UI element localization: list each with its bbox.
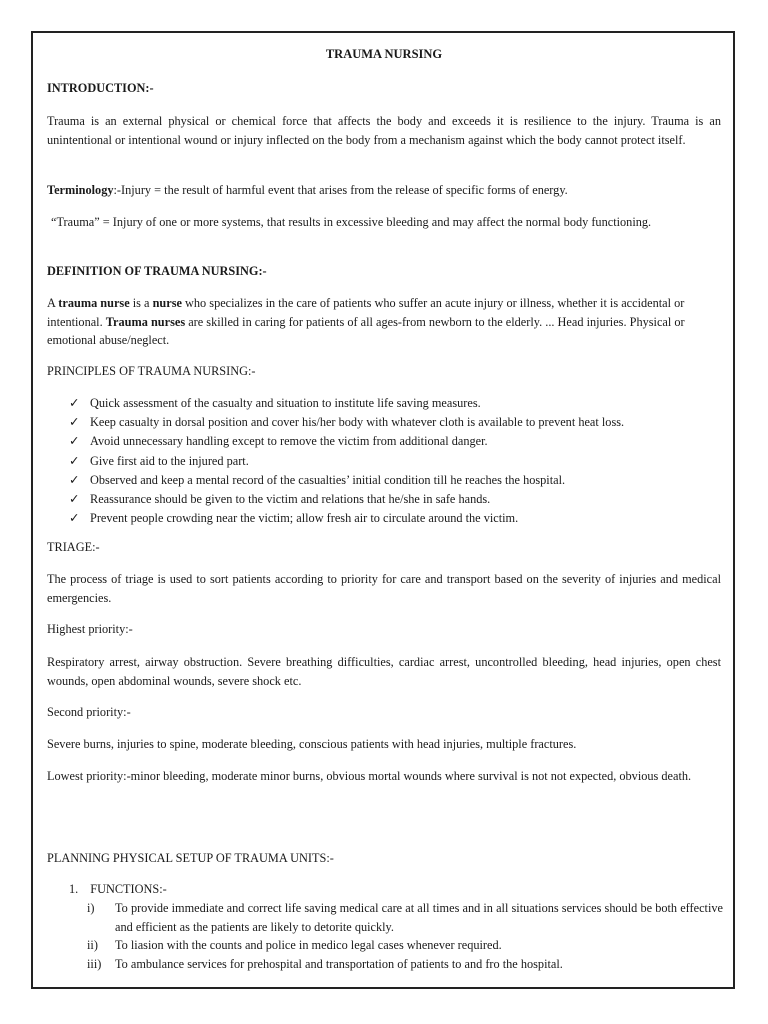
list-item-text: To liasion with the counts and police in medico legal cases whenever required. [115, 938, 502, 953]
functions-item [69, 880, 167, 899]
list-item [87, 936, 723, 955]
checkmark-icon: ✓ [69, 491, 80, 506]
definition-text-2: is a [129, 296, 153, 310]
list-item [69, 413, 719, 432]
highest-priority-label: Highest priority:- [47, 622, 133, 636]
list-item-text: To provide immediate and correct life saving medical care at all times and in all situations services should be both effective and efficient as the patients are likely to detorite quickly. [115, 901, 723, 934]
functions-label: FUNCTIONS:- [90, 882, 167, 896]
checkmark-icon: ✓ [69, 511, 80, 526]
list-item [87, 899, 723, 936]
list-item-number: ii) [87, 938, 98, 953]
list-item [69, 490, 719, 509]
second-priority-label: Second priority:- [47, 705, 131, 719]
list-item-text: Prevent people crowding near the victim; allow fresh air to circulate around the victim. [90, 511, 519, 526]
list-item-text: To ambulance services for prehospital and transportation of patients to and fro the hospital. [115, 956, 563, 971]
list-item-text: Quick assessment of the casualty and situation to institute life saving measures. [90, 396, 481, 410]
checkmark-icon: ✓ [69, 434, 80, 449]
introduction-heading: INTRODUCTION:- [47, 81, 154, 95]
definition-heading: DEFINITION OF TRAUMA NURSING:- [47, 264, 267, 278]
list-item [87, 955, 723, 974]
list-item [69, 509, 719, 528]
introduction-paragraph: Trauma is an external physical or chemical force that affects the body and exceeds it is resilience to the injury. Trauma is an unintentional or intentional wound or injury inflected on the body from a mechanism against which the body cannot protect itself. [47, 114, 721, 147]
checkmark-icon: ✓ [69, 396, 80, 410]
checkmark-icon: ✓ [69, 415, 80, 430]
list-item-text: Reassurance should be given to the victim and relations that he/she in safe hands. [90, 491, 491, 506]
triage-heading: TRIAGE:- [47, 540, 100, 554]
checkmark-icon: ✓ [69, 453, 80, 468]
trauma-definition-paragraph: “Trauma” = Injury of one or more systems, that results in excessive bleeding and may affect the normal body functioning. [51, 215, 652, 229]
definition-bold-trauma-nurses: Trauma nurses [105, 314, 186, 329]
list-item [69, 452, 719, 471]
list-item-text: Give first aid to the injured part. [90, 453, 249, 468]
definition-text-1: A [47, 296, 59, 310]
functions-number: 1. [69, 882, 79, 896]
list-item-number: i) [87, 901, 95, 915]
list-item-text: Avoid unnecessary handling except to remove the victim from additional danger. [90, 434, 488, 449]
principles-heading: PRINCIPLES OF TRAUMA NURSING:- [47, 364, 256, 378]
terminology-label: Terminology [47, 183, 114, 197]
list-item [69, 394, 719, 413]
triage-paragraph: The process of triage is used to sort patients according to priority for care and transport based on the severity of injuries and medical emergencies. [47, 572, 721, 605]
document-page [31, 31, 735, 989]
terminology-text: :-Injury = the result of harmful event that arises from the release of specific forms of energy. [113, 183, 568, 197]
planning-heading: PLANNING PHYSICAL SETUP OF TRAUMA UNITS:- [47, 851, 334, 865]
definition-text-3: who specializes in the care of patients who suffer an acute injury or illness, whether it is accidental or intentional. [47, 296, 685, 329]
definition-bold-trauma-nurse: trauma nurse [58, 296, 130, 310]
definition-text-4: are skilled in caring for patients of all ages-from newborn to the elderly. ... Head injuries. Physical or emotional abuse/neglect. [47, 314, 685, 348]
document-title: TRAUMA NURSING [325, 47, 443, 61]
list-item-text: Keep casualty in dorsal position and cover his/her body with whatever cloth is available to prevent heat loss. [90, 415, 625, 430]
list-item-text: Observed and keep a mental record of the casualties’ initial condition till he reaches the hospital. [90, 472, 566, 487]
principles-list [69, 394, 719, 528]
list-item [69, 432, 719, 451]
functions-sublist [87, 899, 723, 973]
definition-paragraph [47, 294, 721, 350]
checkmark-icon: ✓ [69, 472, 80, 487]
list-item-number: iii) [87, 956, 102, 971]
terminology-paragraph [47, 181, 721, 200]
definition-bold-nurse: nurse [152, 296, 182, 310]
list-item [69, 471, 719, 490]
lowest-priority-text: Lowest priority:-minor bleeding, moderate minor burns, obvious mortal wounds where survival is not not expected, obvious death. [47, 769, 692, 783]
highest-priority-text: Respiratory arrest, airway obstruction. Severe breathing difficulties, cardiac arrest, uncontrolled bleeding, head injuries, open chest wounds, open abdominal wounds, severe shock etc. [47, 655, 721, 688]
second-priority-text: Severe burns, injuries to spine, moderate bleeding, conscious patients with head injuries, multiple fractures. [47, 737, 577, 751]
